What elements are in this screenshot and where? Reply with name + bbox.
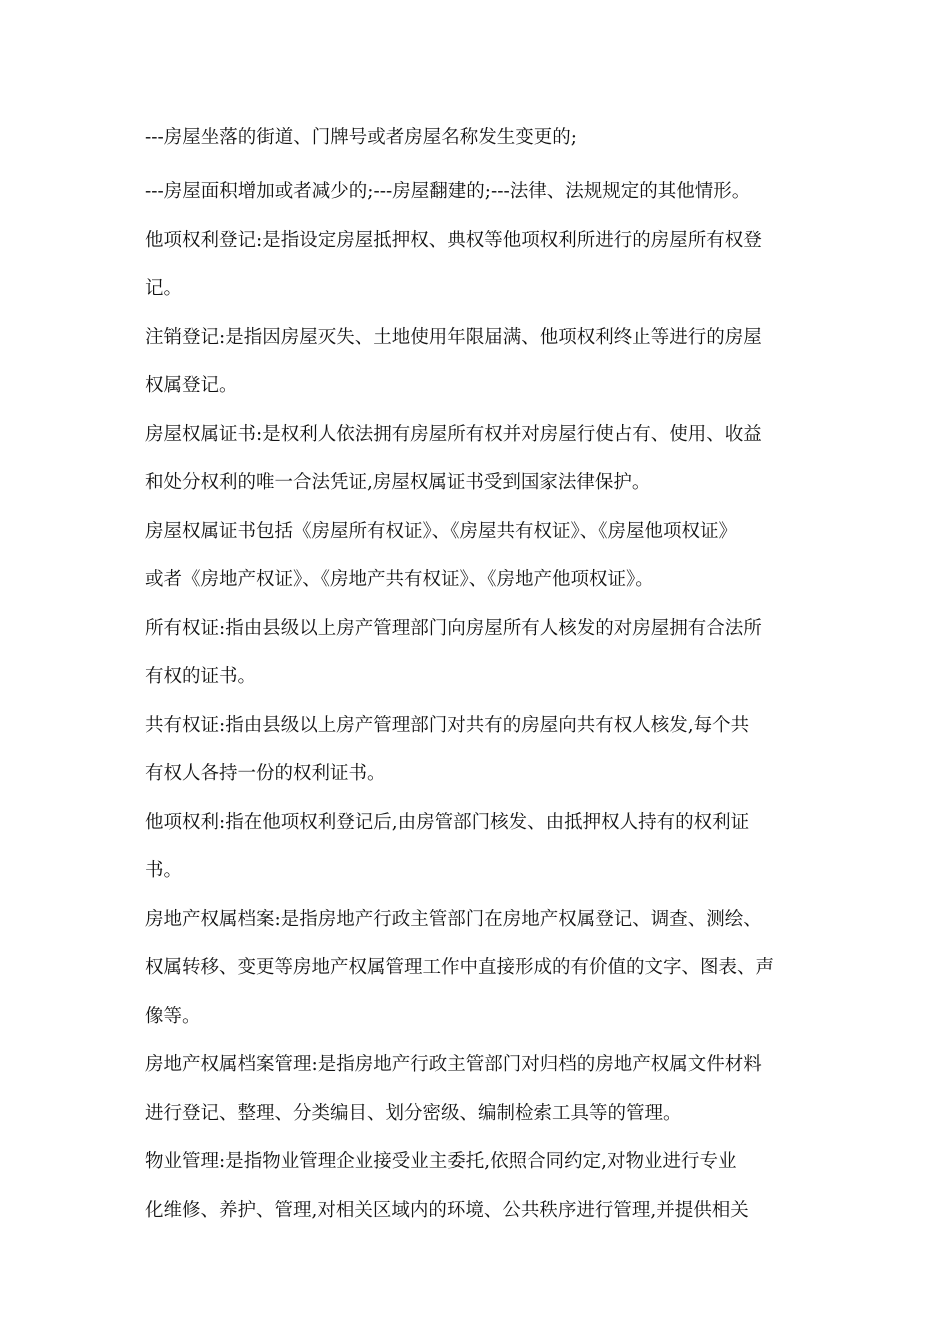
document-body	[145, 120, 815, 1235]
text-line: 共有权证:指由县级以上房产管理部门对共有的房屋向共有权人核发,每个共	[145, 714, 750, 736]
text-line: 他项权利登记:是指设定房屋抵押权、典权等他项权利所进行的房屋所有权登	[145, 229, 762, 251]
text-line: 所有权证:指由县级以上房产管理部门向房屋所有人核发的对房屋拥有合法所	[145, 617, 762, 639]
text-line: 房屋权属证书:是权利人依法拥有房屋所有权并对房屋行使占有、使用、收益	[145, 423, 762, 445]
text-line: 或者《房地产权证》、《房地产共有权证》、《房地产他项权证》。	[145, 569, 654, 590]
text-line: ---房屋面积增加或者减少的;---房屋翻建的;---法律、法规规定的其他情形。	[145, 181, 751, 202]
text-line: 权属转移、变更等房地产权属管理工作中直接形成的有价值的文字、图表、声	[145, 957, 775, 978]
text-line: 权属登记。	[145, 375, 238, 396]
text-line: 有权人各持一份的权利证书。	[145, 763, 386, 784]
text-line: 记。	[145, 278, 183, 299]
text-line: 房地产权属档案管理:是指房地产行政主管部门对归档的房地产权属文件材料	[145, 1054, 762, 1075]
text-line: 注销登记:是指因房屋灭失、土地使用年限届满、他项权利终止等进行的房屋	[145, 326, 762, 348]
text-line: ---房屋坐落的街道、门牌号或者房屋名称发生变更的;	[145, 127, 577, 148]
text-line: 化维修、养护、管理,对相关区域内的环境、公共秩序进行管理,并提供相关	[145, 1199, 749, 1221]
text-line: 像等。	[145, 1005, 201, 1027]
text-line: 他项权利:指在他项权利登记后,由房管部门核发、由抵押权人持有的权利证	[145, 811, 750, 833]
text-line: 房地产权属档案:是指房地产行政主管部门在房地产权属登记、调查、测绘、	[145, 908, 762, 930]
text-line: 进行登记、整理、分类编目、划分密级、编制检索工具等的管理。	[145, 1102, 682, 1124]
text-line: 书。	[145, 860, 183, 881]
text-line: 有权的证书。	[145, 666, 257, 687]
text-line: 房屋权属证书包括《房屋所有权证》、《房屋共有权证》、《房屋他项权证》	[145, 520, 738, 542]
text-line: 和处分权利的唯一合法凭证,房屋权属证书受到国家法律保护。	[145, 472, 651, 493]
text-line: 物业管理:是指物业管理企业接受业主委托,依照合同约定,对物业进行专业	[145, 1151, 737, 1172]
